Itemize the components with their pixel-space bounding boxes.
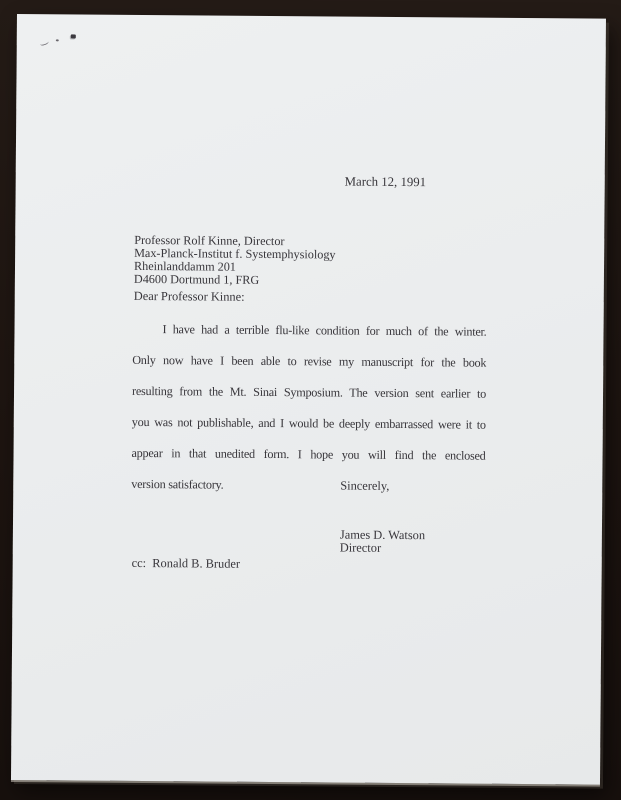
letter-page (11, 14, 606, 785)
body-line: resulting from the Mt. Sinai Symposium. The version sent earlier to (131, 383, 487, 401)
body-line: appear in that unedited form. I hope you will find the enclosed (131, 445, 486, 463)
closing: Sincerely, (340, 478, 390, 493)
recipient-address-line: Rheinlanddamm 201 (133, 258, 236, 274)
body-line: you was not publishable, and I would be deeply embarrassed were it to (131, 414, 486, 432)
letter-body (131, 314, 486, 503)
salutation: Dear Professor Kinne: (133, 288, 245, 304)
signature-title: Director (339, 540, 382, 555)
recipient-address-line: Max-Planck-Institut f. Systemphysiology (134, 245, 336, 262)
ink-mark-square (71, 34, 76, 38)
recipient-address (134, 234, 336, 288)
body-line: I have had a terrible flu-like condition for much of the winter. (162, 322, 487, 339)
ink-mark-dot (56, 39, 59, 41)
letter-date: March 12, 1991 (344, 174, 427, 190)
recipient-address-line: Professor Rolf Kinne, Director (134, 232, 285, 249)
body-line: version satisfactory. (131, 476, 224, 492)
cc-line: cc: Ronald B. Bruder (131, 555, 241, 571)
ink-mark-squiggle (39, 39, 49, 46)
recipient-address-line: D4600 Dortmund 1, FRG (133, 271, 260, 287)
signature-name: James D. Watson (339, 527, 426, 543)
body-line: Only now have I been able to revise my manuscript for the book (132, 352, 487, 370)
